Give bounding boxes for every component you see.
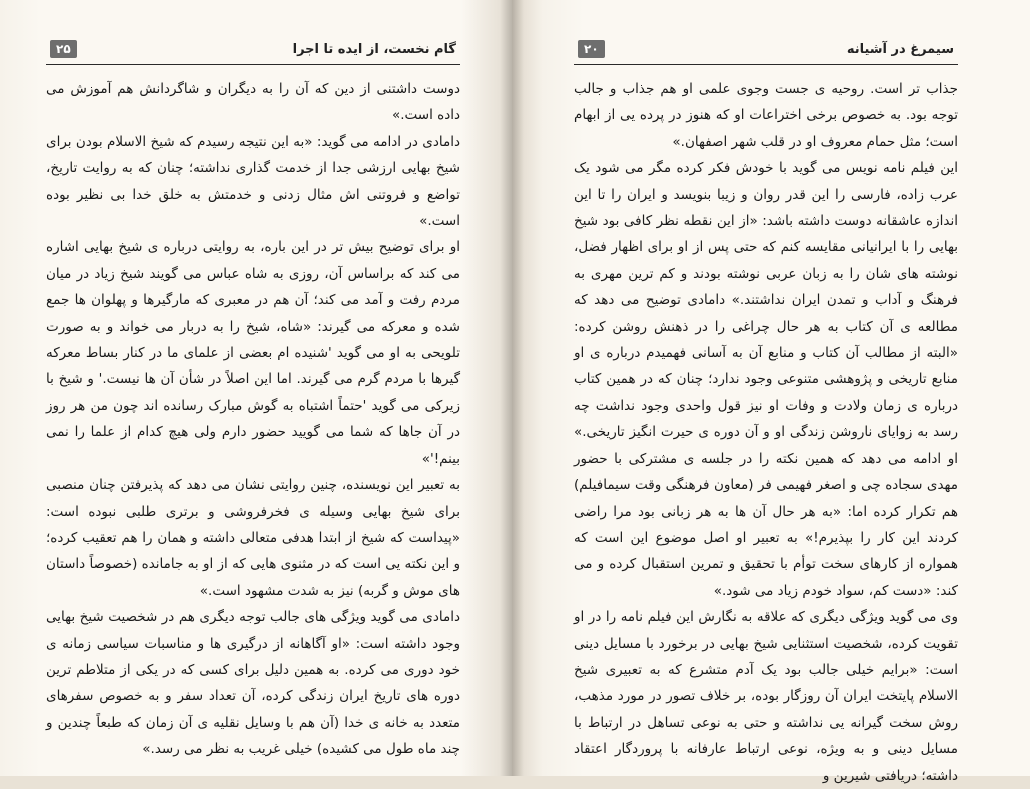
right-running-title: سیمرغ در آشیانه	[846, 42, 954, 57]
left-running-title: گام نخست، از ایده تا اجرا	[292, 42, 456, 57]
paragraph: او برای توضیح بیش تر در این باره، به روایتی درباره ی شیخ بهایی اشاره می کند که براساس آن، روزی به شاه عباس می گویند شیخ زیاد در میان مردم رفت و آمد می کند؛ آن هم در معبری که مارگیرها و پهلوان ها جمع شده و معرکه می گیرند: «شاه، شیخ را به دربار می خواند و به صورت تلویحی به او می گوید 'شنیده ام بعضی از علمای ما در کنار بساط معرکه گیرها با مردم گرم می گیرند. اما این اصلاً در شأن آن ها نیست.' و شیخ با زیرکی می گوید 'حتماً اشتباه به گوش مبارک رسانده اند چون من هر روز در آن جاها که شما می گویید حضور دارم ولی هیچ کدام از علما را نمی بینم!'»	[46, 239, 460, 467]
left-page-number: ۲۵	[50, 40, 77, 58]
paragraph: دامادی در ادامه می گوید: «به این نتیجه رسیدم که شیخ الاسلام بودن برای شیخ بهایی ارزشی جدا از خدمت گذاری نداشته؛ چنان که به روایت تاریخ، تواضع و فروتنی اش مثال زدنی و خدمتش به خلق خدا بی نظیر بوده است.»	[46, 133, 460, 230]
paragraph: وی می گوید ویژگی دیگری که علاقه به نگارش این فیلم نامه را در او تقویت کرده، شخصیت استثنایی شیخ بهایی در برخورد با مسایل دینی است: «برایم خیلی جالب بود یک آدم متشرع که به تعبیری شیخ الاسلام پایتخت ایران آن روزگار بوده، بر خلاف تصور در مورد مذهب، روش سخت گیرانه یی نداشته و حتی به نوعی تساهل در ارتباط با مسایل دینی و به ویژه، نوعی ارتباط عارفانه با پروردگار اعتقاد داشته؛ دریافتی شیرین و	[574, 609, 958, 784]
right-page	[512, 0, 1030, 784]
left-page-header	[46, 40, 460, 65]
right-page-body	[574, 76, 958, 789]
paragraph: دامادی می گوید ویژگی های جالب توجه دیگری هم در شخصیت شیخ بهایی وجود داشته است: «او آگاهانه از درگیری ها و مناسبات سیاسی زمانه ی خود دوری می کرده. به همین دلیل برای کسی که در یکی از متلاطم ترین دوره های تاریخ ایران زندگی کرده، آن تعداد سفر و به خصوص سفرهای متعدد به خانه ی خدا (آن هم با وسایل نقلیه ی آن زمان که طبعاً چندین و چند ماه طول می کشیده) خیلی غریب به نظر می رسد.»	[46, 609, 460, 758]
paragraph: دوست داشتنی از دین که آن را به دیگران و شاگردانش هم آموزش می داده است.»	[46, 81, 460, 124]
left-page-body	[46, 76, 460, 763]
paragraph: به تعبیر این نویسنده، چنین روایتی نشان می دهد که پذیرفتن چنان منصبی برای شیخ بهایی وسیله ی فخرفروشی و برتری طلبی نبوده است: «پیداست که شیخ از ابتدا هدفی متعالی داشته و همان را هم تعقیب کرده؛ و این نکته یی است که در مثنوی هایی که از او به جامانده (خصوصاً داستان های موش و گربه) نیز به شدت مشهود است.»	[46, 477, 460, 599]
right-page-number: ۲۰	[578, 40, 605, 58]
paragraph: این فیلم نامه نویس می گوید با خودش فکر کرده مگر می شود یک عرب زاده، فارسی را این قدر روان و زیبا بنویسد و ایران را تا این اندازه عاشقانه دوست داشته باشد: «از این نقطه نظر کافی بود شیخ بهایی را با ایرانیانی مقایسه کنم که حتی پس از او برای اظهار فضل، نوشته های شان را به زبان عربی نوشته بودند و کم ترین مهری به فرهنگ و آداب و تمدن ایران نداشتند.» دامادی توضیح می دهد که مطالعه ی آن کتاب به هر حال چراغی را در ذهنش روشن کرده: «البته از مطالب آن کتاب و منابع آن به آسانی فهمیدم درباره ی او منابع تاریخی و پژوهشی متنوعی وجود ندارد؛ چنان که در همین کتاب درباره ی زمان ولادت و وفات او نیز قول واحدی وجود نداشت چه رسد به زوایای ناروشن زندگی او و آن دوره ی حیرت انگیز تاریخی.» او ادامه می دهد که همین نکته را در جلسه ی مشترکی با حضور مهدی سجاده چی و اصغر فهیمی فر (معاون فرهنگی وقت سیمافیلم) هم تکرار کرده اما: «به هر حال آن ها به هر زبانی بود مرا راضی کردند این کار را بپذیرم!» به تعبیر او اصل موضوع این است که همواره از کارهای سخت توأم با تحقیق و تمرین استقبال کرده و می کند: «دست کم، سواد خودم زیاد می شود.»	[574, 160, 958, 599]
left-page	[0, 0, 512, 776]
paragraph: جذاب تر است. روحیه ی جست وجوی علمی او هم جذاب و جالب توجه بود. به خصوص برخی اختراعات او که هنوز در پرده یی از ابهام است؛ مثل حمام معروف او در قلب شهر اصفهان.»	[574, 81, 958, 150]
book-gutter-shadow	[500, 0, 524, 776]
right-page-header	[574, 40, 958, 65]
